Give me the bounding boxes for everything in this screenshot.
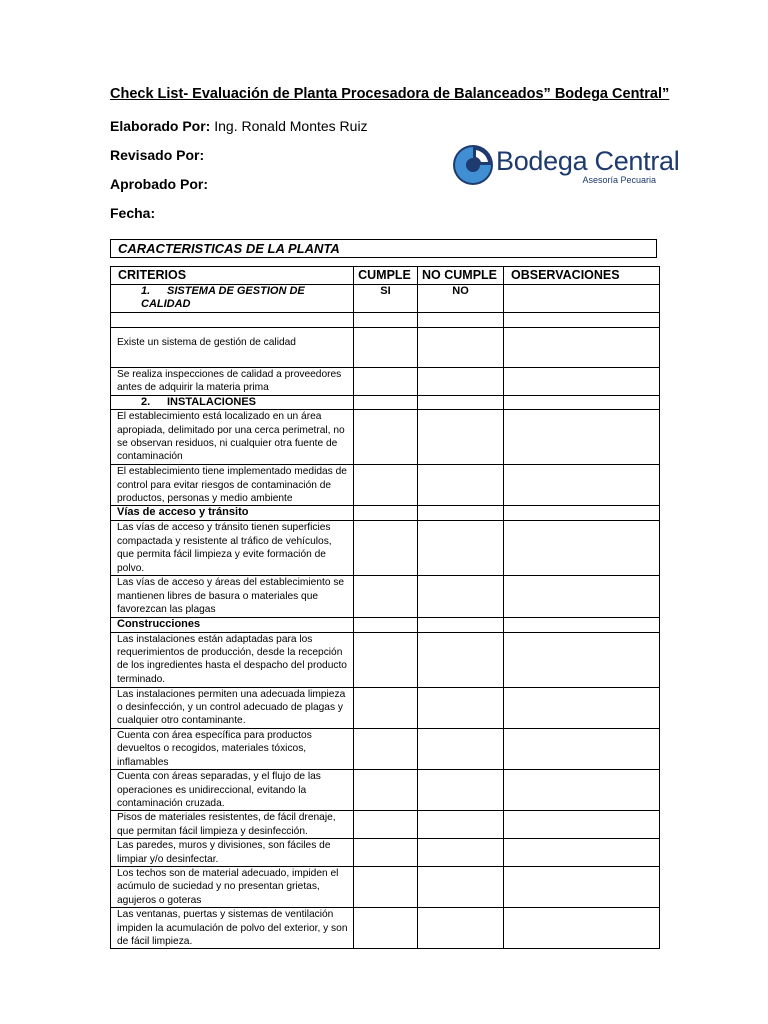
header-no-cumple: NO CUMPLE (418, 267, 504, 285)
elaborado-label: Elaborado Por: (110, 118, 211, 134)
table-row (111, 576, 660, 617)
section1-no: NO (418, 285, 504, 313)
section-title-box (110, 239, 657, 258)
section1-heading (111, 285, 354, 313)
table-row (111, 367, 660, 395)
criterion-text: Las instalaciones están adaptadas para los requerimientos de producción, desde la recepción de los ingredientes hasta el despacho del producto terminado. (111, 632, 354, 687)
table-row (111, 687, 660, 728)
criterion-text: Las paredes, muros y divisiones, son fáciles de limpiar y/o desinfectar. (111, 839, 354, 867)
criterion-text: Pisos de materiales resistentes, de fácil drenaje, que permitan fácil limpieza y desinfección. (111, 811, 354, 839)
section1-title: SISTEMA DE GESTION DE CALIDAD (141, 285, 305, 311)
bodega-central-logo (452, 144, 680, 188)
section2-title: INSTALACIONES (167, 395, 257, 408)
logo-brand: Bodega Central (496, 146, 680, 176)
criterion-text: El establecimiento tiene implementado medidas de control para evitar riesgos de contaminación de productos, personas y medio ambiente (111, 465, 354, 506)
table-row (111, 866, 660, 907)
section1-obs (504, 285, 660, 313)
table-row (111, 327, 660, 367)
table-row (111, 632, 660, 687)
criterion-text: Las vías de acceso y áreas del establecimiento se mantienen libres de basura o materiales que favorezcan las plagas (111, 576, 354, 617)
section1-si: SI (354, 285, 418, 313)
criterion-text: Los techos son de material adecuado, impiden el acúmulo de suciedad y no presentan grietas, agujeros o goteras (111, 866, 354, 907)
criterion-text: Cuenta con áreas separadas, y el flujo de las operaciones es unidireccional, evitando la contaminación cruzada. (111, 770, 354, 811)
fecha-label: Fecha: (110, 205, 156, 221)
header-row (111, 267, 660, 285)
criterion-text: Las ventanas, puertas y sistemas de ventilación impiden la acumulación de polvo del exterior, y son de fácil limpieza. (111, 908, 354, 949)
logo-subtitle: Asesoría Pecuaria (582, 175, 656, 185)
table-row (111, 839, 660, 867)
document-title: Check List- Evaluación de Planta Procesadora de Balanceados” Bodega Central” (110, 86, 670, 102)
table-row (111, 908, 660, 949)
header-criterios: CRITERIOS (111, 267, 354, 285)
table-row (111, 811, 660, 839)
table-row (111, 465, 660, 506)
fecha (110, 205, 155, 221)
header-observaciones: OBSERVACIONES (504, 267, 660, 285)
section2-row (111, 395, 660, 409)
section1-number: 1. (141, 285, 151, 297)
aprobado-label: Aprobado Por: (110, 176, 208, 192)
criterion-text: El establecimiento está localizado en un área apropiada, delimitado por una cerca perimetral, no se observan residuos, ni cualquier otra fuente de contaminación (111, 410, 354, 465)
criterion-text: Se realiza inspecciones de calidad a proveedores antes de adquirir la materia prima (111, 367, 354, 395)
section2-number: 2. (141, 395, 151, 408)
section2-heading (111, 395, 354, 409)
subsection-construcciones: Construcciones (111, 617, 354, 632)
criterion-text: Las vías de acceso y tránsito tienen superficies compactada y resistente al tráfico de vehículos, que permita fácil limpieza y evite formación de polvo. (111, 521, 354, 576)
table-row (111, 728, 660, 769)
criterion-text: Existe un sistema de gestión de calidad (111, 327, 354, 367)
table-row (111, 521, 660, 576)
elaborado-por (110, 118, 368, 134)
header-cumple: CUMPLE (354, 267, 418, 285)
subsection-vias-row (111, 506, 660, 521)
subsection-vias: Vías de acceso y tránsito (111, 506, 354, 521)
criterion-text: Las instalaciones permiten una adecuada limpieza o desinfección, y un control adecuado de plagas y cualquier otro contaminante. (111, 687, 354, 728)
table-row (111, 770, 660, 811)
subsection-construcciones-row (111, 617, 660, 632)
section-title: CARACTERISTICAS DE LA PLANTA (118, 241, 340, 256)
revisado-por (110, 147, 204, 163)
criterion-text: Cuenta con área específica para productos devueltos o recogidos, materiales tóxicos, inflamables (111, 728, 354, 769)
aprobado-por (110, 176, 208, 192)
blank-row (111, 312, 660, 327)
logo-mark-icon (452, 144, 494, 186)
table-row (111, 410, 660, 465)
section1-row (111, 285, 660, 313)
revisado-label: Revisado Por: (110, 147, 205, 163)
checklist-table (110, 266, 660, 949)
elaborado-value: Ing. Ronald Montes Ruiz (214, 118, 368, 134)
